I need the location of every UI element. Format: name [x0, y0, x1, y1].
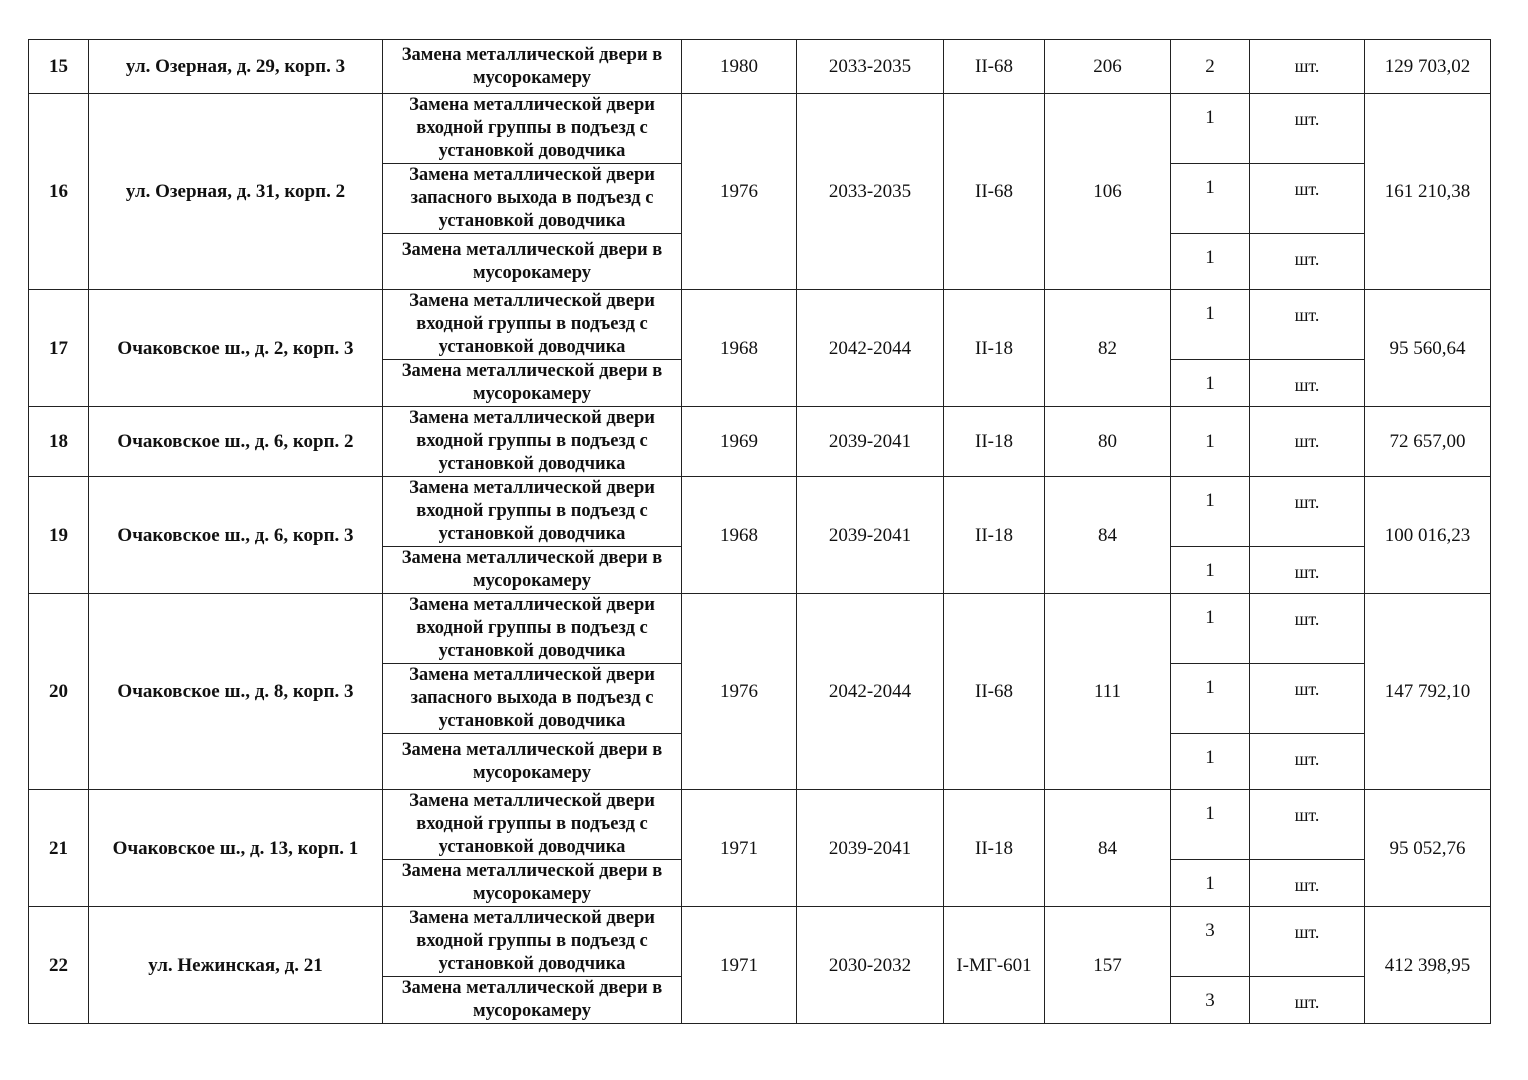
table-row — [29, 94, 1491, 164]
unit-cell: шт. — [1250, 547, 1365, 594]
address-cell: Очаковское ш., д. 6, корп. 2 — [89, 407, 383, 477]
work-description: Замена металлической двери в мусорокамеру — [383, 860, 682, 907]
quantity-cell: 1 — [1171, 234, 1250, 290]
total-cost-cell: 161 210,38 — [1365, 94, 1491, 290]
build-year-cell: 1968 — [682, 290, 797, 407]
work-description: Замена металлической двери входной группы в подъезд с установкой доводчика — [383, 477, 682, 547]
address-cell: Очаковское ш., д. 6, корп. 3 — [89, 477, 383, 594]
series-cell: I-МГ-601 — [944, 907, 1045, 1024]
apartments-cell: 80 — [1045, 407, 1171, 477]
work-description: Замена металлической двери запасного выхода в подъезд с установкой доводчика — [383, 664, 682, 734]
period-cell: 2033-2035 — [797, 40, 944, 94]
series-cell: II-68 — [944, 94, 1045, 290]
work-description: Замена металлической двери входной группы в подъезд с установкой доводчика — [383, 290, 682, 360]
quantity-cell: 3 — [1171, 907, 1250, 977]
quantity-cell: 1 — [1171, 477, 1250, 547]
row-number: 16 — [29, 94, 89, 290]
unit-cell: шт. — [1250, 40, 1365, 94]
quantity-cell: 1 — [1171, 594, 1250, 664]
work-description: Замена металлической двери в мусорокамеру — [383, 547, 682, 594]
total-cost-cell: 95 560,64 — [1365, 290, 1491, 407]
quantity-cell: 1 — [1171, 547, 1250, 594]
table-row — [29, 40, 1491, 94]
work-description: Замена металлической двери в мусорокамеру — [383, 234, 682, 290]
work-description: Замена металлической двери входной группы в подъезд с установкой доводчика — [383, 790, 682, 860]
build-year-cell: 1976 — [682, 594, 797, 790]
apartments-cell: 82 — [1045, 290, 1171, 407]
total-cost-cell: 412 398,95 — [1365, 907, 1491, 1024]
work-description: Замена металлической двери входной группы в подъезд с установкой доводчика — [383, 594, 682, 664]
quantity-cell: 2 — [1171, 40, 1250, 94]
build-year-cell: 1971 — [682, 790, 797, 907]
total-cost-cell: 100 016,23 — [1365, 477, 1491, 594]
table-row — [29, 290, 1491, 360]
work-description: Замена металлической двери входной группы в подъезд с установкой доводчика — [383, 907, 682, 977]
table-body — [29, 40, 1491, 1024]
table-row — [29, 907, 1491, 977]
build-year-cell: 1971 — [682, 907, 797, 1024]
series-cell: II-18 — [944, 407, 1045, 477]
series-cell: II-18 — [944, 290, 1045, 407]
period-cell: 2042-2044 — [797, 290, 944, 407]
address-cell: ул. Озерная, д. 29, корп. 3 — [89, 40, 383, 94]
quantity-cell: 1 — [1171, 290, 1250, 360]
apartments-cell: 106 — [1045, 94, 1171, 290]
quantity-cell: 1 — [1171, 664, 1250, 734]
unit-cell: шт. — [1250, 94, 1365, 164]
total-cost-cell: 129 703,02 — [1365, 40, 1491, 94]
unit-cell: шт. — [1250, 164, 1365, 234]
series-cell: II-18 — [944, 477, 1045, 594]
table-row — [29, 407, 1491, 477]
address-cell: Очаковское ш., д. 8, корп. 3 — [89, 594, 383, 790]
row-number: 18 — [29, 407, 89, 477]
build-year-cell: 1980 — [682, 40, 797, 94]
unit-cell: шт. — [1250, 907, 1365, 977]
period-cell: 2039-2041 — [797, 477, 944, 594]
table-row — [29, 594, 1491, 664]
series-cell: II-18 — [944, 790, 1045, 907]
apartments-cell: 157 — [1045, 907, 1171, 1024]
unit-cell: шт. — [1250, 790, 1365, 860]
unit-cell: шт. — [1250, 664, 1365, 734]
work-description: Замена металлической двери входной группы в подъезд с установкой доводчика — [383, 407, 682, 477]
period-cell: 2042-2044 — [797, 594, 944, 790]
row-number: 22 — [29, 907, 89, 1024]
work-description: Замена металлической двери в мусорокамеру — [383, 360, 682, 407]
work-description: Замена металлической двери входной группы в подъезд с установкой доводчика — [383, 94, 682, 164]
work-description: Замена металлической двери в мусорокамеру — [383, 734, 682, 790]
quantity-cell: 1 — [1171, 790, 1250, 860]
unit-cell: шт. — [1250, 407, 1365, 477]
quantity-cell: 1 — [1171, 164, 1250, 234]
unit-cell: шт. — [1250, 860, 1365, 907]
period-cell: 2030-2032 — [797, 907, 944, 1024]
table-row — [29, 477, 1491, 547]
period-cell: 2039-2041 — [797, 407, 944, 477]
apartments-cell: 206 — [1045, 40, 1171, 94]
row-number: 17 — [29, 290, 89, 407]
work-description: Замена металлической двери запасного выхода в подъезд с установкой доводчика — [383, 164, 682, 234]
apartments-cell: 84 — [1045, 790, 1171, 907]
unit-cell: шт. — [1250, 594, 1365, 664]
apartments-cell: 84 — [1045, 477, 1171, 594]
period-cell: 2039-2041 — [797, 790, 944, 907]
apartments-cell: 111 — [1045, 594, 1171, 790]
quantity-cell: 1 — [1171, 407, 1250, 477]
unit-cell: шт. — [1250, 360, 1365, 407]
total-cost-cell: 72 657,00 — [1365, 407, 1491, 477]
address-cell: ул. Озерная, д. 31, корп. 2 — [89, 94, 383, 290]
build-year-cell: 1976 — [682, 94, 797, 290]
unit-cell: шт. — [1250, 234, 1365, 290]
unit-cell: шт. — [1250, 477, 1365, 547]
table-row — [29, 790, 1491, 860]
row-number: 15 — [29, 40, 89, 94]
works-table — [28, 39, 1491, 1024]
quantity-cell: 1 — [1171, 734, 1250, 790]
build-year-cell: 1968 — [682, 477, 797, 594]
series-cell: II-68 — [944, 40, 1045, 94]
build-year-cell: 1969 — [682, 407, 797, 477]
address-cell: Очаковское ш., д. 13, корп. 1 — [89, 790, 383, 907]
period-cell: 2033-2035 — [797, 94, 944, 290]
unit-cell: шт. — [1250, 734, 1365, 790]
quantity-cell: 3 — [1171, 977, 1250, 1024]
work-description: Замена металлической двери в мусорокамеру — [383, 977, 682, 1024]
unit-cell: шт. — [1250, 977, 1365, 1024]
quantity-cell: 1 — [1171, 860, 1250, 907]
address-cell: ул. Нежинская, д. 21 — [89, 907, 383, 1024]
row-number: 20 — [29, 594, 89, 790]
quantity-cell: 1 — [1171, 360, 1250, 407]
unit-cell: шт. — [1250, 290, 1365, 360]
row-number: 21 — [29, 790, 89, 907]
row-number: 19 — [29, 477, 89, 594]
total-cost-cell: 95 052,76 — [1365, 790, 1491, 907]
series-cell: II-68 — [944, 594, 1045, 790]
work-description: Замена металлической двери в мусорокамеру — [383, 40, 682, 94]
total-cost-cell: 147 792,10 — [1365, 594, 1491, 790]
quantity-cell: 1 — [1171, 94, 1250, 164]
address-cell: Очаковское ш., д. 2, корп. 3 — [89, 290, 383, 407]
